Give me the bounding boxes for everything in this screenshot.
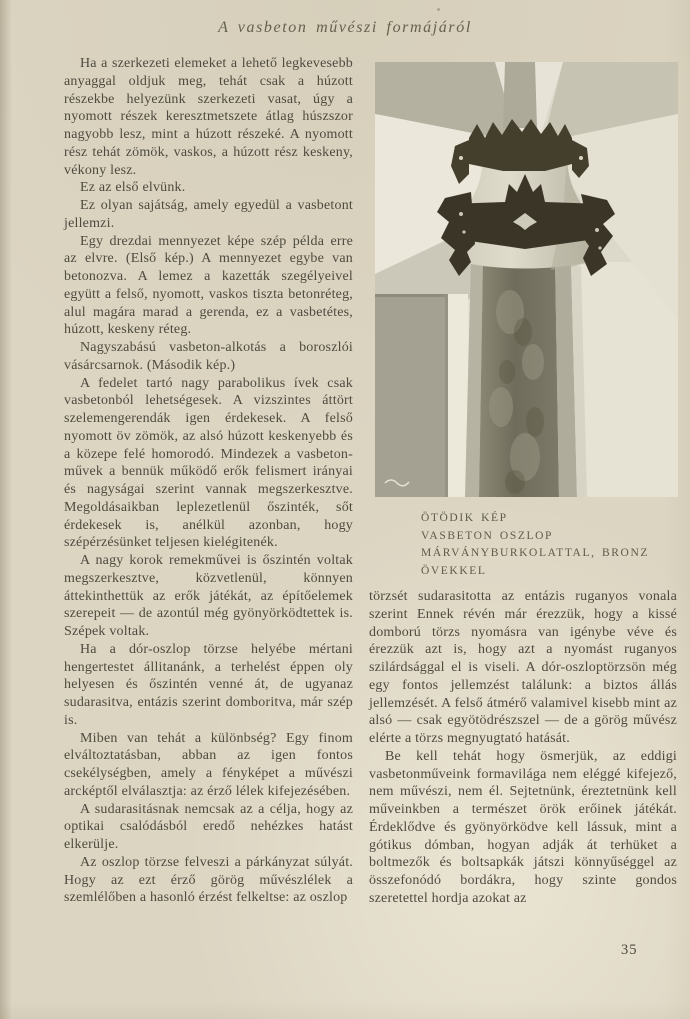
left-text-column xyxy=(64,55,353,907)
caption-line: MÁRVÁNYBURKOLATTAL, BRONZ ÖVEKKEL xyxy=(421,547,649,577)
paragraph: A sudarasitásnak nemcsak az a célja, hogy az optikai csalódásból eredő nehézkes hatást elkerülje. xyxy=(64,801,353,852)
paragraph: Az oszlop törzse felveszi a párkányzat súlyát. Hogy az ezt érző görög művészlélek a szemlélőben a hasonló érzést felkeltse: az oszlop xyxy=(64,854,353,906)
caption-line: VASBETON OSZLOP xyxy=(421,529,553,542)
column-photo xyxy=(375,62,678,497)
paragraph: Ha a szerkezeti elemeket a lehető legkevesebb anyaggal oldjuk meg, tehát csak a húzott részekbe helyezünk szerkezeti vasat, úgy a nyomott részek keresztmetszete átlag húszszor nagyobb lesz, mint a húzott részeké. A nyomott rész tehát zömök, vaskos, a húzott rész keskeny, vékony lesz. xyxy=(64,56,353,178)
caption-line: ÖTÖDIK KÉP xyxy=(421,512,508,524)
paragraph: Miben van tehát a különbség? Egy finom elváltoztatásban, abban az igen fontos csekélységben, amely a fényképet a művészi arcképtől elválasztja: az érző lélek kifejezésében. xyxy=(64,730,353,799)
background-pillar xyxy=(375,294,468,497)
column-shaft xyxy=(465,257,587,497)
paragraph: törzsét sudarasitotta az entázis ruganyos vonala szerint Ennek révén már érezzük, hogy a kissé domború törzs nyomásra van igénybe véve és érezzük azt is, hogy azt a nyomást ruganyos szilárdsággal el is viseli. A dór-oszloptörzsön még egy fontos jellemzést találunk: a biztos állás jellemzését. A felső átmérő valamivel kisebb mint az alsó — csak egyötödrészszel — de a görög művész elérte a törzs megnyugtató hatását. xyxy=(369,589,677,746)
paragraph: A fedelet tartó nagy parabolikus ívek csak vasbetonból lehetségesek. A vizszintes áttört szelemengerendák igen érdekesek. A felső nyomott öv zömök, az alsó húzott keskenyebb és a közepe felé homorodó. Mindezek a vasbeton-művek a bennük működő erők felismert irányai és nagyságai szerint vannak megszerkesztve. Megoldásaikban leplezetlenül őszinték, sőt érdekesek is, anélkül azonban, hogy szépérzésünket teljesen kielégitenék. xyxy=(64,375,353,551)
page-number: 35 xyxy=(621,942,638,958)
paragraph: Ha a dór-oszlop törzse helyébe mértani hengertestet állitanánk, a terhelést éppen oly helyesen és őszintén venné át, de ugyanaz sudarasitva, entázis szerint domboritva, már szép is. xyxy=(64,641,353,728)
figure-caption xyxy=(421,510,690,580)
right-text-column xyxy=(369,588,677,908)
paragraph: Ez az első elvünk. xyxy=(80,180,186,196)
paragraph: Nagyszabású vasbeton-alkotás a boroszlói vásárcsarnok. (Második kép.) xyxy=(64,340,353,373)
paragraph: Be kell tehát hogy ösmerjük, az eddigi vasbetonműveink formavilága nem eléggé kifejező, nem művészi, nem él. Sejtetnünk, éreztetnünk kell műveinkben a természet örök erőinek játékát. Érdeklődve és gyönyörködve kell lássuk, mint a gótikus dómban, hogyan adják át terhüket a boltmezők és boltsapkák játszi könnyűséggel az összefonódó bordákra, hogy szinte gondos szeretettel hordja azokat az xyxy=(369,748,677,906)
paragraph: Ez olyan sajátság, amely egyedül a vasbetont jellemzi. xyxy=(64,198,353,231)
paragraph: A nagy korok remekművei is őszintén voltak megszerkesztve, közvetlenül, könnyen áttekinthettük az erők játékát, az építőelemek szerepeit — de azontúl még gyönyörködtettek is. Szépek voltak. xyxy=(64,553,353,639)
scan-speck xyxy=(437,8,440,11)
paragraph: Egy drezdai mennyezet képe szép példa erre az elvre. (Első kép.) A mennyezet egybe van betonozva. A lemez a kazetták szegélyeivel együtt a felső, nyomott, vaskos tiszta betonréteg, alul magára marad a gerenda, ez a vasbetétes, húzott, keskeny réteg. xyxy=(64,233,353,338)
running-head: A vasbeton művészi formájáról xyxy=(218,19,472,36)
